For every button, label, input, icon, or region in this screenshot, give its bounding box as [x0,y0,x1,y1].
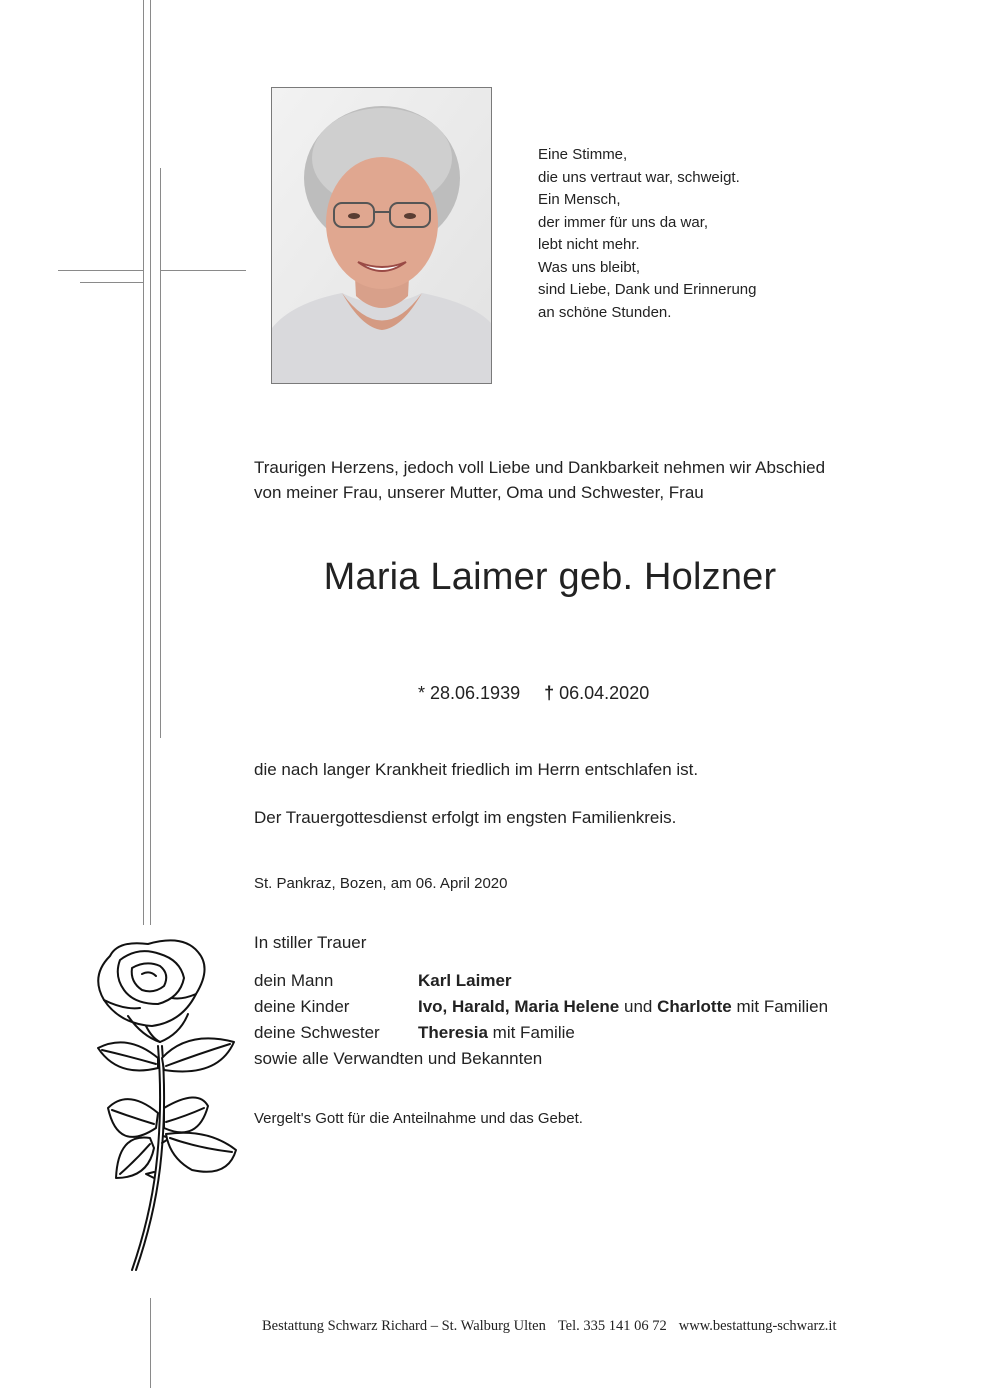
mourner-label: deine Schwester [254,1023,380,1042]
mourner-label: deine Kinder [254,997,350,1016]
death-date: 06.04.2020 [559,683,650,703]
footer-phone: Tel. 335 141 06 72 [557,1318,667,1334]
poem-line: an schöne Stunden. [538,303,672,321]
mourner-name: Karl Laimer [418,971,512,990]
mourner-children [254,997,828,1017]
birth-date: * 28.06.1939 [418,683,521,703]
poem-line: der immer für uns da war, [538,213,709,231]
poem-line: Eine Stimme, [538,146,628,163]
mourner-text: mit Familien [736,997,829,1016]
intro-line: von meiner Frau, unserer Mutter, Oma und Schwester, Frau [254,483,704,502]
life-dates [418,683,649,704]
passing-text: die nach langer Krankheit friedlich im Herrn entschlafen ist. [254,760,699,779]
poem-line: Was uns bleibt, [538,258,640,276]
intro-text [254,455,825,505]
mourner-text: mit Familie [492,1023,575,1042]
poem-line: sind Liebe, Dank und Erinnerung [538,281,757,298]
mourner-husband [254,971,512,991]
footer-website[interactable]: www.bestattung-schwarz.it [678,1318,837,1334]
footer-company: Bestattung Schwarz Richard – St. Walburg Ulten [262,1318,546,1334]
poem-line: Ein Mensch, [538,191,621,208]
mourner-name: Ivo, Harald, Maria Helene [418,997,620,1016]
mourner-name: Charlotte [657,997,732,1016]
mourner-name: Theresia [418,1023,488,1042]
portrait-photo [271,87,492,384]
place-date: St. Pankraz, Bozen, am 06. April 2020 [254,875,508,892]
deceased-name: Maria Laimer geb. Holzner [323,556,777,598]
poem [538,144,756,324]
death-cross-icon: † [544,683,555,703]
mourner-label: dein Mann [254,971,334,990]
intro-line: Traurigen Herzens, jedoch voll Liebe und Dankbarkeit nehmen wir Abschied [254,458,826,477]
service-text: Der Trauergottesdienst erfolgt im engsten Familienkreis. [254,808,677,827]
mourning-intro: In stiller Trauer [254,933,367,952]
mourner-relatives: sowie alle Verwandten und Bekannten [254,1049,543,1068]
footer [262,1318,836,1335]
rose-icon [88,938,248,1278]
poem-line: die uns vertraut war, schweigt. [538,168,740,186]
mourner-text: und [623,997,653,1016]
thanks-text: Vergelt's Gott für die Anteilnahme und das Gebet. [254,1110,583,1127]
poem-line: lebt nicht mehr. [538,236,640,253]
mourner-sister [254,1023,575,1043]
